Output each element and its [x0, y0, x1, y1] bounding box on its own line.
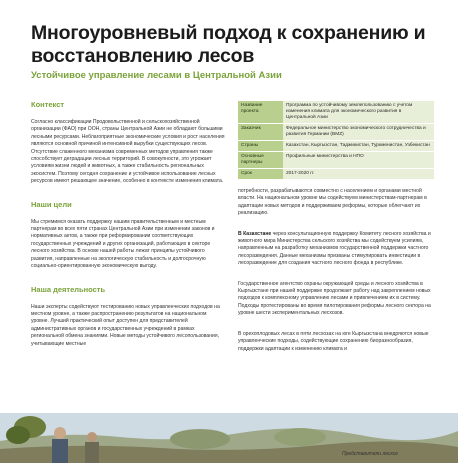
paragraph-lead: В Казахстане	[238, 230, 272, 237]
photo-caption: Представители лесхоз	[342, 451, 398, 457]
info-value: Казахстан, Кыргызстан, Таджикистан, Туркменистан, Узбекистан	[283, 141, 434, 151]
table-row	[238, 101, 434, 123]
body-paragraph	[238, 231, 434, 268]
info-key: Страны	[238, 141, 283, 151]
body-paragraph	[238, 188, 434, 218]
page-subtitle: Устойчивое управление лесами в Центральной Азии	[31, 70, 282, 81]
info-key: Срок	[238, 169, 283, 179]
left-column	[31, 100, 225, 362]
info-key: Заказчик	[238, 124, 283, 140]
paragraph-text: через консультационную поддержку Комитету лесного хозяйства и животного мира Министерства сельского хозяйства мы содействуем усилиям, направленным на разработку механизмов государственной поддержки частного лесоразведения. Данные механизмы призваны стимулировать инвестиции в лесоразведение для создания частного лесного фонда в республике.	[238, 230, 431, 267]
info-key: Название проекта	[238, 101, 283, 123]
paragraph-text: Государственное агентство охраны окружающей среды и лесного хозяйства в Кыргызстане при нашей поддержке продолжает работу над закреплением новых подходов к комплексному управлению лесами и привлечением их в систему. Подходы протестированы во время пилотирования реформы лесного сектора на уровне шести экспериментальных лесхозов.	[238, 280, 431, 317]
body-paragraph	[238, 331, 434, 353]
section-context	[31, 100, 225, 186]
info-value: Федеральное министерство экономического сотрудничества и развития Германии (BMZ)	[283, 124, 434, 140]
table-row	[238, 124, 434, 140]
project-info-table	[238, 100, 434, 180]
section-paragraph: Мы стремимся оказать поддержку нашим правительственным и местным партнерам во всех пяти странах Центральной Азии при изменении законов и нормативных актов, а также при реформировании соответствующих государственных учреждений и других организаций, работающих в секторе лесного хозяйства. В основе нашей работы лежат принципы устойчивого развития, направленные на экологическую стабильность и долгосрочную социально-ориентированную экономическую выгоду.	[31, 218, 215, 270]
paragraph-text: потребности, разрабатываются совместно с населением и органами местной власти. На национальном уровне мы содействуем министерствам-партнерам в адаптации новых методов и поддерживаем реформы, которые облегчают их реализацию.	[238, 188, 427, 217]
info-value: Профильные министерства и НПО	[283, 152, 434, 168]
info-key: Основные партнеры	[238, 152, 283, 168]
section-paragraph: Наши эксперты содействуют тестированию новых управленческих подходов на местном уровне, а также распространению результатов на национальном уровне. Лучший практический опыт доступен для представителей административных органов и государственных учреждений в рамках региональной обмена знаниями. Новые методы устойчивого лесопользования, учитывающие местные	[31, 303, 220, 347]
table-row	[238, 141, 434, 151]
right-column-text	[238, 188, 434, 366]
project-info-box	[238, 100, 434, 180]
section-activities	[31, 285, 225, 348]
body-paragraph	[238, 281, 434, 318]
section-heading: Наши цели	[31, 199, 72, 209]
paragraph-text: В орехоплодовых лесах в пяти лесхозах на юге Кыргызстана внедряются новые управленческие подходы, содействующие сохранению биоразнообразия, поддержки адаптации к изменению климата и	[238, 330, 429, 352]
section-heading: Контекст	[31, 100, 65, 109]
section-goals	[31, 200, 225, 271]
table-row	[238, 169, 434, 179]
section-paragraph: Согласно классификации Продовольственной и сельскохозяйственной организации (ФАО) при ООН, страны Центральной Азии не обладают большими лесными ресурсами. Неблагоприятные экономические условия и рост населения являются основной причиной интенсивной вырубки существующих лесов. Отсутствие слаженного механизма современных методов управления также способствует деградации лесных территорий. В совокупности, это угрожает условиям жизни людей и животных, а также стабильность региональных экосистем. Поэтому сегодня сохранение и устойчивое использование лесных ресурсов имеют решающее значение, особенно в контексте изменения климата.	[31, 119, 225, 185]
info-value: 2017-2020 гг.	[283, 169, 434, 179]
info-value: Программа по устойчивому землепользованию с учетом изменения климата для экономического развития в Центральной Азии	[283, 101, 434, 123]
section-heading: Наша деятельность	[31, 284, 106, 294]
table-row	[238, 152, 434, 168]
page-title: Многоуровневый подход к сохранению и восстановлению лесов	[31, 22, 426, 67]
